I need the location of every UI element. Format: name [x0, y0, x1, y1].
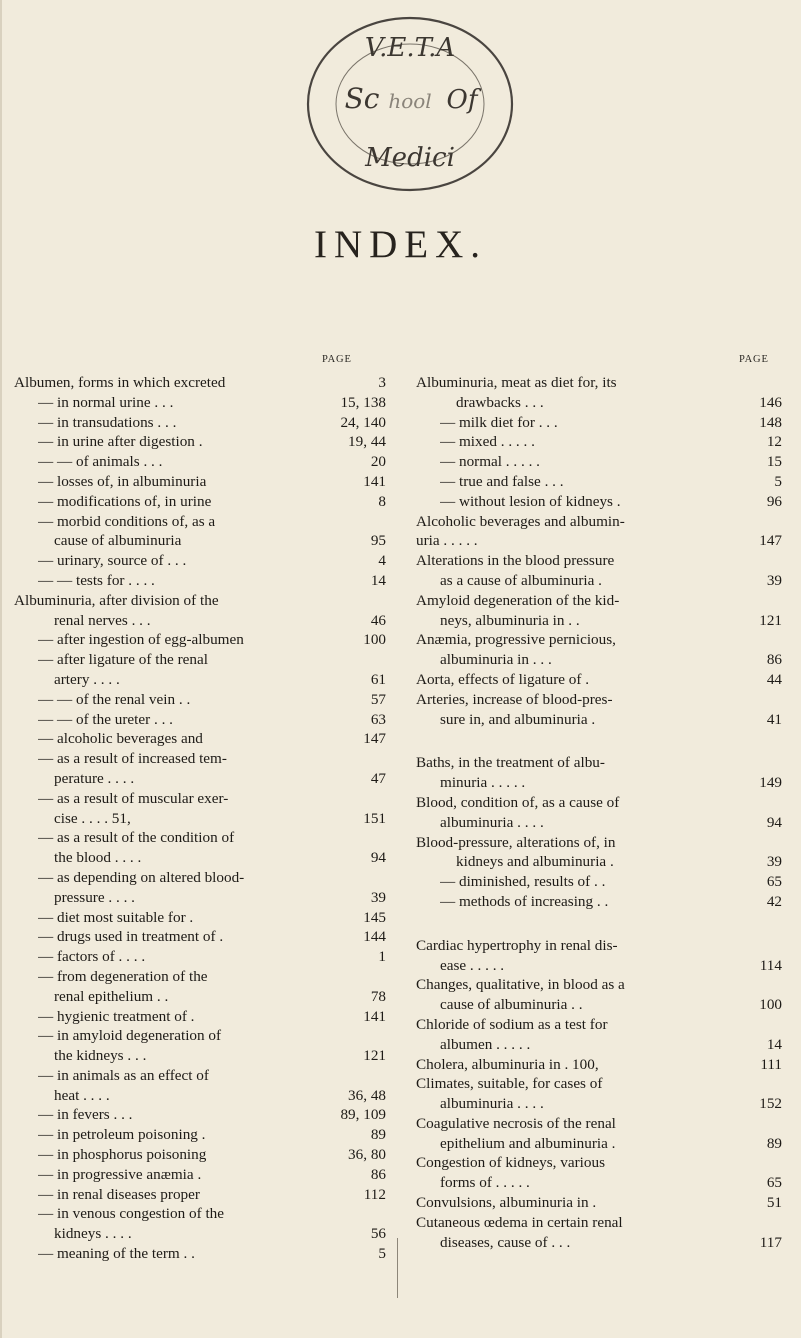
index-entry-text: — without lesion of kidneys . — [440, 492, 621, 510]
index-entry-text: Alcoholic beverages and albumin- — [416, 512, 625, 530]
index-entry-text: — in normal urine . . . — [38, 393, 174, 411]
svg-text:Sc: Sc — [344, 82, 380, 115]
index-entry-text: — as a result of increased tem- — [38, 750, 227, 768]
index-entry-text: Cutaneous œdema in certain renal — [416, 1213, 623, 1231]
index-entry-text: — as a result of muscular exer- — [38, 789, 229, 807]
index-entry-page: 114 — [759, 956, 782, 974]
index-entry-page: 94 — [766, 813, 782, 831]
index-entry-text: — after ingestion of egg-albumen — [38, 631, 244, 649]
index-entry — [416, 432, 782, 452]
index-entry-page: 39 — [766, 853, 782, 871]
index-entry — [14, 373, 386, 393]
index-entry — [14, 868, 386, 888]
index-entry-text: minuria . . . . . — [440, 774, 526, 792]
index-entry-page: 86 — [370, 1165, 386, 1183]
index-entry — [416, 773, 782, 793]
index-entry-text: albuminuria . . . . — [440, 813, 544, 831]
index-entry-page: 5 — [774, 472, 782, 490]
index-entry — [416, 975, 782, 995]
index-entry-page: 47 — [370, 769, 386, 787]
index-entry — [14, 789, 386, 809]
index-entry — [416, 892, 782, 912]
index-entry-text: — in progressive anæmia . — [38, 1165, 202, 1183]
index-entry-page: 5 — [378, 1245, 386, 1263]
index-entry-page: 117 — [759, 1233, 782, 1251]
index-entry-text: kidneys and albuminuria . — [456, 853, 614, 871]
index-entry-text: — in transudations . . . — [38, 413, 177, 431]
index-entry-page: 42 — [766, 892, 782, 910]
index-entry-text: forms of . . . . . — [440, 1174, 530, 1192]
page-column-header-left: PAGE — [322, 354, 352, 365]
index-entry-page: 148 — [759, 413, 782, 431]
index-entry-text: — losses of, in albuminuria — [38, 472, 207, 490]
page-edge-shadow — [0, 0, 2, 1338]
index-entry — [416, 551, 782, 571]
index-entry-page: 121 — [759, 611, 782, 629]
index-column-right — [416, 373, 782, 1252]
index-entry-text: — — of the ureter . . . — [38, 710, 173, 728]
index-entry — [14, 492, 386, 512]
index-entry — [14, 432, 386, 452]
index-entry — [14, 531, 386, 551]
index-entry-text: perature . . . . — [54, 769, 135, 787]
index-entry-text: ease . . . . . — [440, 956, 505, 974]
index-entry — [14, 650, 386, 670]
index-entry — [416, 936, 782, 956]
index-entry-text: — true and false . . . — [440, 472, 564, 490]
index-entry-text: — in venous congestion of the — [38, 1205, 225, 1223]
index-entry — [14, 591, 386, 611]
index-entry — [14, 1086, 386, 1106]
index-entry-page: 44 — [766, 670, 782, 688]
index-entry-text: — methods of increasing . . — [440, 892, 609, 910]
index-entry-text: renal epithelium . . — [54, 987, 169, 1005]
index-entry — [14, 769, 386, 789]
index-entry-page: 141 — [363, 1007, 386, 1025]
index-entry — [416, 956, 782, 976]
index-entry — [416, 650, 782, 670]
index-entry — [14, 729, 386, 749]
index-entry-text: the kidneys . . . — [54, 1047, 147, 1065]
index-entry-page: 95 — [370, 532, 386, 550]
index-entry — [416, 753, 782, 773]
index-entry-page: 89 — [766, 1134, 782, 1152]
index-entry — [14, 571, 386, 591]
index-entry-page: 12 — [766, 433, 782, 451]
index-entry-page: 146 — [759, 393, 782, 411]
index-entry — [14, 947, 386, 967]
index-entry — [416, 1015, 782, 1035]
index-entry-text: Albuminuria, meat as diet for, its — [416, 374, 617, 391]
index-entry-text: — in urine after digestion . — [38, 433, 203, 451]
index-entry — [416, 492, 782, 512]
index-entry-text: — in phosphorus poisoning — [38, 1146, 207, 1164]
index-entry-page: 78 — [370, 987, 386, 1005]
index-entry-text: — — tests for . . . . — [38, 571, 155, 589]
index-entry-text: Coagulative necrosis of the renal — [416, 1114, 616, 1132]
index-entry-text: sure in, and albuminuria . — [440, 710, 596, 728]
index-entry — [416, 833, 782, 853]
index-entry — [416, 1055, 782, 1075]
index-entry-text: uria . . . . . — [416, 532, 478, 550]
index-entry — [416, 995, 782, 1015]
index-entry — [14, 1165, 386, 1185]
index-entry-text: — diminished, results of . . — [440, 873, 606, 891]
index-entry-page: 144 — [363, 928, 386, 946]
index-entry-page: 152 — [759, 1095, 782, 1113]
index-entry-page: 89, 109 — [340, 1106, 386, 1124]
index-entry-text: — alcoholic beverages and — [38, 730, 203, 748]
index-entry-text: Blood, condition of, as a cause of — [416, 793, 620, 811]
index-entry-page: 4 — [378, 552, 386, 570]
index-entry-page: 94 — [370, 849, 386, 867]
index-entry — [14, 809, 386, 829]
index-entry-text: Cholera, albuminuria in . 100, — [416, 1055, 599, 1073]
index-entry — [416, 472, 782, 492]
svg-text:V.E.T.A: V.E.T.A — [364, 33, 456, 63]
index-entry-text: Changes, qualitative, in blood as a — [416, 976, 625, 994]
index-entry — [416, 1153, 782, 1173]
index-entry-page: 14 — [766, 1035, 782, 1053]
index-entry-text: — as a result of the condition of — [38, 829, 235, 847]
index-entry-page: 51 — [766, 1194, 782, 1212]
index-entry-text: — milk diet for . . . — [440, 413, 558, 431]
index-entry-text: — — of animals . . . — [38, 453, 163, 471]
index-entry-text: — after ligature of the renal — [38, 651, 208, 669]
index-entry — [416, 571, 782, 591]
index-entry — [14, 393, 386, 413]
index-entry — [416, 852, 782, 872]
index-entry-page: 8 — [378, 492, 386, 510]
index-entry-page: 149 — [759, 774, 782, 792]
index-entry-text: Alterations in the blood pressure — [416, 552, 615, 570]
index-entry — [416, 670, 782, 690]
index-entry-page: 1 — [378, 948, 386, 966]
index-entry — [416, 872, 782, 892]
index-entry-text: — in petroleum poisoning . — [38, 1126, 206, 1144]
index-entry — [14, 1007, 386, 1027]
index-entry — [416, 1233, 782, 1253]
index-entry — [416, 1193, 782, 1213]
index-entry — [14, 512, 386, 532]
index-entry — [14, 888, 386, 908]
library-stamp — [300, 4, 520, 204]
index-entry-page: 147 — [363, 730, 386, 748]
index-column-left — [14, 373, 386, 1264]
index-entry — [14, 690, 386, 710]
index-entry — [14, 1204, 386, 1224]
index-entry — [14, 749, 386, 769]
svg-text:hool: hool — [388, 89, 432, 113]
index-entry — [416, 1173, 782, 1193]
index-entry — [416, 531, 782, 551]
index-entry-text: — morbid conditions of, as a — [38, 512, 216, 530]
index-entry-page: 65 — [766, 1174, 782, 1192]
index-entry-page: 36, 80 — [348, 1146, 386, 1164]
index-entry — [416, 512, 782, 532]
index-entry-text: — drugs used in treatment of . — [38, 928, 224, 946]
index-entry — [416, 793, 782, 813]
index-entry — [14, 1046, 386, 1066]
index-entry-page: 89 — [370, 1126, 386, 1144]
index-entry — [416, 710, 782, 730]
index-entry-text: Baths, in the treatment of albu- — [416, 754, 605, 772]
index-entry-page: 100 — [759, 996, 782, 1014]
index-entry-page: 36, 48 — [348, 1086, 386, 1104]
index-entry-page: 112 — [363, 1185, 386, 1203]
index-entry-text: Arteries, increase of blood-pres- — [416, 690, 613, 708]
index-entry — [14, 472, 386, 492]
index-entry — [14, 1125, 386, 1145]
index-entry — [416, 1094, 782, 1114]
index-entry — [14, 670, 386, 690]
index-entry-text: — urinary, source of . . . — [38, 552, 187, 570]
index-entry-text: drawbacks . . . — [456, 393, 544, 411]
index-entry-text: Chloride of sodium as a test for — [416, 1015, 608, 1033]
index-entry — [416, 373, 782, 393]
svg-text:Of: Of — [446, 85, 478, 115]
index-entry-text: Aorta, effects of ligature of . — [416, 670, 590, 688]
index-entry-page: 96 — [766, 492, 782, 510]
index-entry — [14, 908, 386, 928]
index-entry — [14, 828, 386, 848]
index-entry-page: 151 — [363, 809, 386, 827]
index-entry-page: 15 — [766, 453, 782, 471]
index-entry-page: 56 — [370, 1225, 386, 1243]
index-entry — [14, 1026, 386, 1046]
index-entry-text: albuminuria . . . . — [440, 1095, 544, 1113]
index-entry-text: — modifications of, in urine — [38, 492, 212, 510]
index-entry — [14, 848, 386, 868]
index-entry-text: — in renal diseases proper — [38, 1185, 200, 1203]
index-entry-text: cause of albuminuria . . — [440, 996, 583, 1014]
index-entry-text: — meaning of the term . . — [38, 1245, 195, 1263]
index-entry — [416, 413, 782, 433]
index-entry-page: 100 — [363, 631, 386, 649]
index-entry-text: — diet most suitable for . — [38, 908, 194, 926]
index-entry-text: pressure . . . . — [54, 888, 135, 906]
index-entry — [416, 690, 782, 710]
index-entry-text: as a cause of albuminuria . — [440, 571, 602, 589]
index-entry — [14, 452, 386, 472]
index-entry — [14, 551, 386, 571]
index-entry-text: Anæmia, progressive pernicious, — [416, 631, 616, 649]
index-entry — [14, 1105, 386, 1125]
index-entry-text: — from degeneration of the — [38, 967, 208, 985]
index-entry-page: 14 — [370, 571, 386, 589]
index-entry — [14, 1145, 386, 1165]
index-entry — [416, 393, 782, 413]
index-entry — [416, 1074, 782, 1094]
index-entry-text: — normal . . . . . — [440, 453, 540, 471]
index-entry-text: diseases, cause of . . . — [440, 1233, 571, 1251]
index-entry-text: Convulsions, albuminuria in . — [416, 1194, 597, 1212]
index-entry — [14, 987, 386, 1007]
index-entry-page: 121 — [363, 1047, 386, 1065]
index-entry — [14, 1066, 386, 1086]
index-entry-page: 46 — [370, 611, 386, 629]
index-entry-page: 61 — [370, 670, 386, 688]
index-entry-page: 65 — [766, 873, 782, 891]
index-entry-page: 141 — [363, 472, 386, 490]
index-entry — [14, 967, 386, 987]
index-entry-text: renal nerves . . . — [54, 611, 151, 629]
index-entry-text: — in amyloid degeneration of — [38, 1027, 222, 1045]
index-entry-text: Congestion of kidneys, various — [416, 1154, 605, 1172]
index-entry-text: cause of albuminuria — [54, 532, 182, 550]
index-entry-page: 3 — [378, 374, 386, 391]
index-entry-text: neys, albuminuria in . . — [440, 611, 580, 629]
index-entry-text: — as depending on altered blood- — [38, 868, 245, 886]
index-entry-text: kidneys . . . . — [54, 1225, 132, 1243]
index-entry — [14, 413, 386, 433]
index-entry-text: epithelium and albuminuria . — [440, 1134, 616, 1152]
index-entry-text: cise . . . . 51, — [54, 809, 131, 827]
index-entry-page: 111 — [760, 1055, 782, 1073]
page-title: INDEX. — [313, 223, 488, 266]
index-entry-page: 57 — [370, 690, 386, 708]
index-entry-page: 39 — [766, 571, 782, 589]
index-entry — [416, 611, 782, 631]
index-entry — [14, 1185, 386, 1205]
index-entry-text: Climates, suitable, for cases of — [416, 1075, 603, 1093]
index-entry — [14, 1244, 386, 1264]
index-entry — [416, 630, 782, 650]
index-entry-text: albuminuria in . . . — [440, 651, 552, 669]
index-entry-text: Cardiac hypertrophy in renal dis- — [416, 936, 618, 954]
index-entry — [416, 813, 782, 833]
index-entry-text: heat . . . . — [54, 1086, 110, 1104]
index-entry-text: — in animals as an effect of — [38, 1066, 209, 1084]
index-entry — [14, 611, 386, 631]
index-entry-text: Amyloid degeneration of the kid- — [416, 591, 620, 609]
index-entry-text: Albumen, forms in which excreted — [14, 374, 226, 391]
index-entry-text: Albuminuria, after division of the — [14, 591, 219, 609]
index-entry — [416, 452, 782, 472]
index-entry-page: 24, 140 — [340, 413, 386, 431]
index-entry — [416, 1114, 782, 1134]
index-entry-text: artery . . . . — [54, 670, 120, 688]
index-entry — [416, 591, 782, 611]
index-entry-page: 41 — [766, 710, 782, 728]
index-entry — [14, 1224, 386, 1244]
svg-text:Medici: Medici — [365, 143, 455, 173]
page-column-header-right: PAGE — [739, 354, 769, 365]
index-entry-text: — mixed . . . . . — [440, 433, 535, 451]
index-entry-text: — factors of . . . . — [38, 948, 146, 966]
index-entry-text: — in fevers . . . — [38, 1106, 133, 1124]
index-entry-page: 19, 44 — [348, 433, 386, 451]
index-entry — [416, 1035, 782, 1055]
index-entry-page: 86 — [766, 651, 782, 669]
index-entry-page: 20 — [370, 453, 386, 471]
index-entry — [14, 927, 386, 947]
index-entry-text: the blood . . . . — [54, 849, 142, 867]
column-divider — [397, 1238, 398, 1298]
index-entry-page: 15, 138 — [340, 393, 386, 411]
index-entry — [14, 710, 386, 730]
index-entry-text: — hygienic treatment of . — [38, 1007, 195, 1025]
index-entry — [416, 1134, 782, 1154]
index-entry-text: — — of the renal vein . . — [38, 690, 191, 708]
index-entry — [14, 630, 386, 650]
index-entry-page: 145 — [363, 908, 386, 926]
index-entry — [416, 1213, 782, 1233]
index-entry-page: 63 — [370, 710, 386, 728]
index-entry-page: 39 — [370, 888, 386, 906]
index-entry-page: 147 — [759, 532, 782, 550]
index-entry-text: albumen . . . . . — [440, 1035, 531, 1053]
index-entry-text: Blood-pressure, alterations of, in — [416, 833, 616, 851]
